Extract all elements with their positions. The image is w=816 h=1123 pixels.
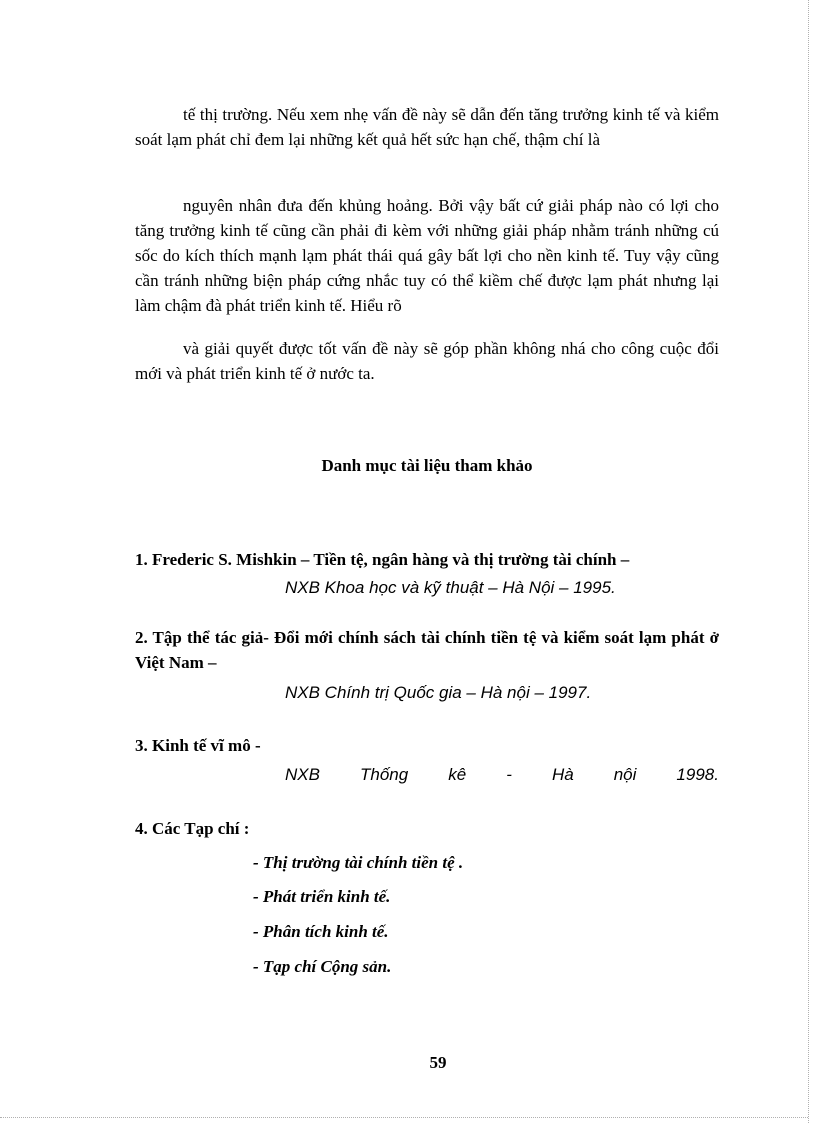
reference-2-title: 2. Tập thể tác giả- Đổi mới chính sách tài chính tiền tệ và kiểm soát lạm phát ở Việt Nam – <box>135 628 719 672</box>
journal-item-2: - Phát triển kinh tế. <box>253 887 391 906</box>
reference-3-publisher-part: nội <box>613 765 637 784</box>
body-paragraph-1 <box>135 102 719 152</box>
reference-3-publisher <box>285 762 719 787</box>
body-paragraph-1-text: tế thị trường. Nếu xem nhẹ vấn đề này sẽ dẫn đến tăng trưởng kinh tế và kiểm soát lạm phát chỉ đem lại những kết quả hết sức hạn chế, thậm chí là <box>135 105 719 149</box>
page-number: 59 <box>429 1053 447 1072</box>
reference-3-publisher-part: Hà <box>551 765 574 784</box>
body-paragraph-2 <box>135 193 719 318</box>
reference-1-publisher: NXB Khoa học và kỹ thuật – Hà Nội – 1995. <box>285 578 616 597</box>
page-border-bottom <box>0 1117 808 1118</box>
reference-3-publisher-part: NXB <box>285 765 320 784</box>
reference-3-publisher-part: 1998. <box>676 765 719 784</box>
reference-1-title: 1. Frederic S. Mishkin – Tiền tệ, ngân hàng và thị trường tài chính – <box>135 550 630 569</box>
body-paragraph-3 <box>135 336 719 386</box>
reference-3-title: 3. Kinh tế vĩ mô - <box>135 736 261 755</box>
reference-3-publisher-part: kê <box>448 765 467 784</box>
reference-4-title: 4. Các Tạp chí : <box>135 819 250 838</box>
references-heading: Danh mục tài liệu tham khảo <box>321 456 533 475</box>
journal-item-3: - Phân tích kinh tế. <box>253 922 389 941</box>
body-paragraph-2-text: nguyên nhân đưa đến khủng hoảng. Bởi vậy bất cứ giải pháp nào có lợi cho tăng trưởng kinh tế cũng cần phải đi kèm với những giải pháp nhằm tránh những cú sốc do kích thích mạnh lạm phát thái quá gây bất lợi cho nền kinh tế. Tuy vậy cũng cần tránh những biện pháp cứng nhắc tuy có thể kiềm chế được lạm phát nhưng lại làm chậm đà phát triển kinh tế. Hiểu rõ <box>135 196 719 315</box>
reference-2-publisher: NXB Chính trị Quốc gia – Hà nội – 1997. <box>285 683 592 702</box>
reference-3-publisher-part: - <box>506 765 512 784</box>
journal-item-1: - Thị trường tài chính tiền tệ . <box>253 853 464 872</box>
journal-item-4: - Tạp chí Cộng sản. <box>253 957 392 976</box>
body-paragraph-3-text: và giải quyết được tốt vấn đề này sẽ góp phần không nhá cho công cuộc đổi mới và phát triển kinh tế ở nước ta. <box>135 339 719 383</box>
reference-3-publisher-part: Thống <box>360 765 409 784</box>
page-border-right <box>808 0 809 1123</box>
